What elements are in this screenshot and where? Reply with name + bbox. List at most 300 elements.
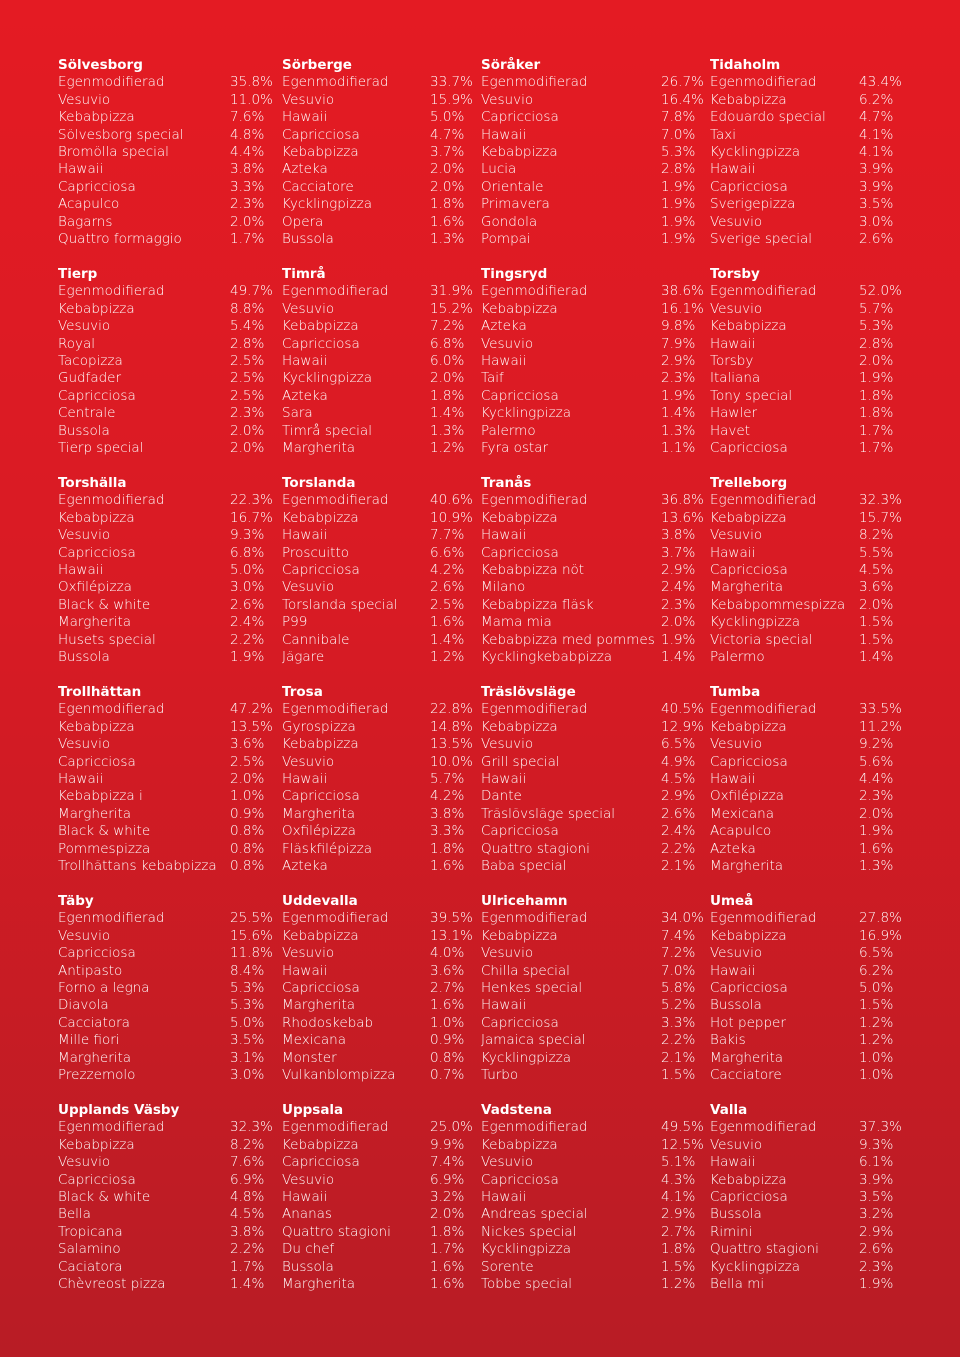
pizza-name: Forno a legna	[58, 979, 150, 996]
pizza-row	[282, 492, 473, 509]
pizza-name: Hawaii	[282, 962, 328, 979]
pizza-row	[481, 387, 696, 405]
pizza-row	[710, 509, 902, 527]
pizza-row	[282, 126, 465, 144]
pizza-row	[58, 805, 265, 823]
pizza-row	[481, 335, 696, 353]
pizza-row	[282, 962, 465, 980]
pizza-percentage: 5.5%	[859, 544, 894, 561]
pizza-row	[58, 1223, 265, 1241]
pizza-row	[710, 213, 894, 231]
pizza-row	[58, 770, 265, 788]
pizza-name: Mama mia	[481, 614, 552, 631]
pizza-percentage: 2.5%	[230, 352, 265, 369]
pizza-row	[58, 370, 265, 387]
pizza-row	[282, 405, 465, 422]
pizza-percentage: 5.0%	[859, 979, 894, 996]
pizza-name: Kebabpizza	[282, 318, 359, 335]
pizza-row	[481, 945, 696, 962]
pizza-row	[58, 387, 265, 405]
pizza-name: Monster	[282, 1049, 337, 1066]
pizza-percentage: 1.6%	[430, 1258, 465, 1275]
pizza-percentage: 1.0%	[430, 1014, 465, 1031]
pizza-row	[58, 1241, 265, 1258]
city-block	[710, 266, 902, 457]
pizza-name: Egenmodifierad	[58, 701, 165, 718]
pizza-row	[710, 439, 894, 457]
pizza-name: Bussola	[710, 997, 762, 1014]
pizza-row	[58, 718, 273, 736]
pizza-name: Baba special	[481, 857, 567, 874]
pizza-row	[282, 631, 465, 649]
pizza-name: Vesuvio	[58, 527, 111, 544]
pizza-percentage: 40.5%	[661, 701, 704, 718]
pizza-name: Träslövsläge special	[481, 805, 615, 822]
pizza-percentage: 2.6%	[859, 1241, 894, 1258]
pizza-percentage: 33.7%	[430, 74, 473, 91]
pizza-percentage: 7.0%	[661, 962, 696, 979]
pizza-name: Prezzemolo	[58, 1066, 136, 1083]
pizza-name: Egenmodifierad	[481, 701, 588, 718]
pizza-percentage: 32.3%	[859, 492, 902, 509]
pizza-percentage: 2.2%	[661, 840, 696, 857]
city-name: Täby	[58, 893, 94, 909]
pizza-row	[481, 648, 696, 666]
pizza-percentage: 15.9%	[430, 91, 473, 108]
pizza-percentage: 1.4%	[661, 405, 696, 422]
pizza-row	[710, 178, 894, 196]
pizza-row	[282, 1136, 465, 1154]
pizza-percentage: 2.6%	[430, 579, 465, 596]
pizza-name: Kebabpizza	[282, 509, 359, 526]
pizza-name: Kebabpommespizza	[710, 596, 846, 613]
pizza-row	[282, 1188, 465, 1206]
pizza-name: Kebabpizza	[282, 1136, 359, 1153]
pizza-row	[710, 1032, 894, 1049]
pizza-percentage: 4.5%	[859, 561, 894, 578]
pizza-percentage: 1.9%	[859, 823, 894, 840]
pizza-name: Capricciosa	[710, 979, 788, 996]
pizza-row	[58, 1066, 265, 1084]
pizza-percentage: 1.9%	[661, 196, 696, 213]
pizza-name: Capricciosa	[282, 788, 360, 805]
pizza-percentage: 15.7%	[859, 509, 902, 526]
city-name: Timrå	[282, 266, 326, 282]
pizza-percentage: 1.5%	[661, 1258, 696, 1275]
pizza-name: Egenmodifierad	[481, 492, 588, 509]
pizza-name: Kebabpizza	[481, 300, 558, 317]
pizza-row	[282, 335, 465, 353]
pizza-name: Bella	[58, 1206, 91, 1223]
pizza-percentage: 1.6%	[430, 997, 465, 1014]
pizza-name: Capricciosa	[58, 178, 136, 195]
pizza-percentage: 2.6%	[230, 596, 265, 613]
pizza-percentage: 2.9%	[859, 1223, 894, 1240]
city-block	[481, 475, 704, 666]
pizza-name: Husets special	[58, 631, 156, 648]
pizza-percentage: 13.6%	[661, 509, 704, 526]
city-name: Trosa	[282, 684, 323, 700]
pizza-row	[710, 1206, 894, 1223]
pizza-row	[58, 74, 273, 91]
pizza-row	[481, 509, 704, 527]
pizza-name: Vesuvio	[282, 753, 335, 770]
pizza-name: Taxi	[710, 126, 737, 143]
pizza-name: Kycklingpizza	[282, 370, 373, 387]
pizza-name: Capricciosa	[710, 561, 788, 578]
pizza-row	[282, 91, 473, 109]
pizza-percentage: 5.2%	[661, 997, 696, 1014]
pizza-name: Bagarns	[58, 213, 113, 230]
pizza-name: Jägare	[282, 648, 325, 665]
pizza-name: Kebabpizza	[58, 109, 135, 126]
pizza-percentage: 5.0%	[430, 109, 465, 126]
pizza-name: Kebabpizza	[481, 718, 558, 735]
pizza-name: Sverigepizza	[710, 196, 796, 213]
pizza-percentage: 2.3%	[230, 196, 265, 213]
pizza-row	[481, 161, 696, 178]
pizza-row	[58, 614, 265, 631]
pizza-row	[710, 561, 894, 579]
pizza-row	[58, 701, 273, 718]
pizza-percentage: 4.4%	[859, 770, 894, 787]
pizza-name: Bussola	[282, 1258, 334, 1275]
pizza-percentage: 4.2%	[430, 788, 465, 805]
pizza-row	[710, 1223, 894, 1241]
pizza-percentage: 1.7%	[859, 439, 894, 456]
pizza-name: Vesuvio	[710, 736, 763, 753]
city-name: Tingsryd	[481, 266, 548, 282]
pizza-row	[282, 318, 465, 335]
city-block	[710, 475, 902, 666]
city-name: Upplands Väsby	[58, 1102, 180, 1118]
pizza-name: Bella mi	[710, 1275, 765, 1292]
pizza-row	[710, 1241, 894, 1258]
pizza-name: Sara	[282, 405, 313, 422]
pizza-percentage: 2.0%	[859, 596, 894, 613]
pizza-percentage: 4.2%	[430, 561, 465, 578]
pizza-row	[481, 318, 696, 335]
pizza-row	[481, 126, 696, 144]
pizza-name: Kebabpizza	[710, 91, 787, 108]
pizza-percentage: 2.4%	[230, 614, 265, 631]
pizza-row	[481, 1223, 696, 1241]
pizza-row	[58, 753, 265, 771]
pizza-row	[710, 962, 894, 980]
pizza-percentage: 16.7%	[230, 509, 273, 526]
city-block	[481, 266, 704, 457]
pizza-percentage: 3.6%	[230, 736, 265, 753]
pizza-percentage: 3.9%	[859, 161, 894, 178]
pizza-name: Egenmodifierad	[710, 701, 817, 718]
pizza-percentage: 22.8%	[430, 701, 473, 718]
pizza-name: Azteka	[282, 857, 328, 874]
city-block	[58, 684, 273, 875]
pizza-percentage: 4.3%	[661, 1171, 696, 1188]
pizza-name: Du chef	[282, 1241, 335, 1258]
pizza-row	[282, 823, 465, 840]
pizza-percentage: 3.2%	[430, 1188, 465, 1205]
city-name: Trollhättan	[58, 684, 142, 700]
pizza-percentage: 0.8%	[230, 823, 265, 840]
pizza-row	[710, 997, 894, 1014]
pizza-name: Capricciosa	[481, 823, 559, 840]
pizza-percentage: 1.0%	[859, 1049, 894, 1066]
pizza-name: Hawaii	[58, 561, 104, 578]
pizza-row	[58, 1154, 265, 1171]
pizza-row	[481, 753, 696, 771]
pizza-name: Margherita	[282, 805, 356, 822]
pizza-percentage: 12.9%	[661, 718, 704, 735]
pizza-percentage: 2.3%	[661, 596, 696, 613]
pizza-name: Kebabpizza	[710, 509, 787, 526]
pizza-row	[481, 997, 696, 1014]
pizza-percentage: 36.8%	[661, 492, 704, 509]
pizza-name: Tacopizza	[58, 352, 123, 369]
pizza-row	[710, 927, 902, 945]
pizza-row	[58, 962, 265, 980]
pizza-row	[710, 352, 894, 370]
pizza-name: Ananas	[282, 1206, 332, 1223]
pizza-percentage: 7.4%	[430, 1154, 465, 1171]
pizza-percentage: 15.2%	[430, 300, 473, 317]
pizza-percentage: 16.1%	[661, 300, 704, 317]
pizza-percentage: 37.3%	[859, 1119, 902, 1136]
city-block	[58, 266, 273, 457]
pizza-name: Margherita	[282, 439, 356, 456]
city-block	[282, 57, 473, 248]
pizza-row	[481, 1188, 696, 1206]
pizza-percentage: 7.2%	[430, 318, 465, 335]
pizza-name: Egenmodifierad	[58, 1119, 165, 1136]
city-block	[282, 893, 473, 1084]
pizza-row	[58, 1188, 265, 1206]
pizza-name: Cacciatora	[58, 1014, 130, 1031]
pizza-name: Proscuitto	[282, 544, 350, 561]
pizza-row	[710, 1275, 894, 1293]
pizza-name: Hawaii	[58, 770, 104, 787]
pizza-row	[282, 614, 465, 631]
pizza-name: Capricciosa	[481, 1171, 559, 1188]
pizza-name: Quattro stagioni	[282, 1223, 391, 1240]
pizza-row	[710, 823, 894, 840]
pizza-percentage: 2.2%	[230, 631, 265, 648]
pizza-percentage: 1.9%	[661, 213, 696, 230]
pizza-name: Cacciatore	[282, 178, 354, 195]
pizza-name: Kebabpizza	[710, 718, 787, 735]
pizza-row	[58, 230, 265, 248]
pizza-name: Acapulco	[58, 196, 120, 213]
pizza-name: Kebabpizza	[282, 143, 359, 160]
pizza-percentage: 27.8%	[859, 910, 902, 927]
pizza-percentage: 1.8%	[661, 1241, 696, 1258]
pizza-name: Oxfilépizza	[710, 788, 784, 805]
pizza-percentage: 7.6%	[230, 109, 265, 126]
pizza-percentage: 2.0%	[430, 178, 465, 195]
pizza-percentage: 1.4%	[859, 648, 894, 665]
pizza-row	[58, 1136, 265, 1154]
pizza-name: Hot pepper	[710, 1014, 786, 1031]
pizza-row	[710, 230, 894, 248]
pizza-percentage: 2.3%	[661, 370, 696, 387]
pizza-row	[710, 788, 894, 805]
pizza-name: Oxfilépizza	[58, 579, 132, 596]
pizza-name: Kebabpizza	[58, 509, 135, 526]
pizza-row	[282, 979, 465, 997]
pizza-percentage: 3.5%	[859, 1188, 894, 1205]
pizza-row	[58, 648, 265, 666]
pizza-row	[58, 945, 273, 962]
pizza-name: Vesuvio	[710, 1136, 763, 1153]
pizza-percentage: 2.0%	[859, 805, 894, 822]
pizza-row	[710, 770, 894, 788]
city-name: Valla	[710, 1102, 748, 1118]
pizza-percentage: 1.2%	[661, 1275, 696, 1292]
pizza-percentage: 9.3%	[230, 527, 265, 544]
pizza-row	[58, 1049, 265, 1067]
pizza-name: Capricciosa	[282, 126, 360, 143]
pizza-row	[58, 1119, 273, 1136]
pizza-percentage: 3.3%	[430, 823, 465, 840]
pizza-percentage: 7.4%	[661, 927, 696, 944]
pizza-name: Capricciosa	[58, 544, 136, 561]
pizza-name: Hawaii	[282, 109, 328, 126]
pizza-percentage: 39.5%	[430, 910, 473, 927]
pizza-row	[58, 300, 265, 318]
pizza-name: Egenmodifierad	[481, 1119, 588, 1136]
pizza-row	[282, 945, 465, 962]
pizza-name: Hawaii	[710, 962, 756, 979]
pizza-percentage: 3.0%	[230, 1066, 265, 1083]
pizza-percentage: 1.6%	[430, 213, 465, 230]
pizza-percentage: 49.5%	[661, 1119, 704, 1136]
pizza-percentage: 2.9%	[661, 1206, 696, 1223]
pizza-name: Egenmodifierad	[58, 74, 165, 91]
pizza-row	[282, 718, 473, 736]
pizza-name: Grill special	[481, 753, 560, 770]
pizza-row	[710, 492, 902, 509]
pizza-row	[58, 283, 273, 300]
pizza-name: Tropicana	[58, 1223, 123, 1240]
pizza-percentage: 4.4%	[230, 143, 265, 160]
pizza-percentage: 1.5%	[859, 614, 894, 631]
pizza-row	[710, 300, 894, 318]
pizza-name: Margherita	[710, 1049, 784, 1066]
pizza-percentage: 1.2%	[430, 439, 465, 456]
pizza-percentage: 33.5%	[859, 701, 902, 718]
pizza-percentage: 1.8%	[859, 387, 894, 404]
city-block	[481, 893, 704, 1084]
pizza-percentage: 3.8%	[661, 527, 696, 544]
pizza-name: Kebabpizza	[282, 927, 359, 944]
pizza-percentage: 1.9%	[661, 178, 696, 195]
pizza-percentage: 5.7%	[859, 300, 894, 317]
pizza-percentage: 5.8%	[661, 979, 696, 996]
pizza-name: Egenmodifierad	[58, 910, 165, 927]
pizza-percentage: 11.2%	[859, 718, 902, 735]
pizza-percentage: 3.3%	[661, 1014, 696, 1031]
pizza-name: Dante	[481, 788, 522, 805]
pizza-name: Vesuvio	[58, 927, 111, 944]
pizza-row	[58, 840, 265, 858]
pizza-name: Rimini	[710, 1223, 753, 1240]
pizza-row	[58, 910, 273, 927]
pizza-percentage: 9.8%	[661, 318, 696, 335]
pizza-name: Vesuvio	[282, 1171, 335, 1188]
pizza-percentage: 6.2%	[859, 91, 894, 108]
pizza-row	[58, 1171, 265, 1189]
city-block	[710, 57, 902, 248]
pizza-percentage: 7.9%	[661, 335, 696, 352]
pizza-row	[58, 422, 265, 440]
pizza-row	[481, 823, 696, 840]
pizza-row	[481, 910, 704, 927]
pizza-percentage: 2.5%	[230, 387, 265, 404]
pizza-row	[58, 857, 265, 875]
pizza-row	[58, 1206, 265, 1223]
pizza-name: Kebabpizza nöt	[481, 561, 585, 578]
pizza-percentage: 11.8%	[230, 945, 273, 962]
pizza-percentage: 1.4%	[230, 1275, 265, 1292]
pizza-row	[58, 527, 265, 544]
pizza-row	[58, 178, 265, 196]
pizza-name: Rhodoskebab	[282, 1014, 374, 1031]
pizza-name: Bussola	[58, 422, 110, 439]
pizza-name: Fyra ostar	[481, 439, 549, 456]
pizza-row	[481, 596, 696, 614]
pizza-name: Bromölla special	[58, 143, 169, 160]
pizza-name: Hawaii	[282, 770, 328, 787]
pizza-name: Vesuvio	[481, 1154, 534, 1171]
pizza-row	[710, 718, 902, 736]
pizza-name: Kebabpizza	[481, 1136, 558, 1153]
pizza-row	[481, 840, 696, 858]
pizza-row	[58, 509, 273, 527]
pizza-name: Quattro formaggio	[58, 230, 182, 247]
pizza-name: Kebabpizza i	[58, 788, 143, 805]
pizza-name: Hawaii	[710, 161, 756, 178]
pizza-name: Salamino	[58, 1241, 121, 1258]
pizza-name: Hawaii	[481, 1188, 527, 1205]
pizza-row	[58, 1275, 265, 1293]
pizza-row	[282, 196, 465, 213]
pizza-name: Vesuvio	[481, 335, 534, 352]
pizza-name: Kebabpizza	[481, 509, 558, 526]
pizza-percentage: 1.6%	[430, 857, 465, 874]
pizza-name: Hawaii	[282, 527, 328, 544]
pizza-row	[58, 196, 265, 213]
pizza-percentage: 4.8%	[230, 126, 265, 143]
city-block	[282, 1102, 473, 1293]
pizza-row	[481, 544, 696, 562]
pizza-percentage: 5.4%	[230, 318, 265, 335]
pizza-name: Margherita	[710, 857, 784, 874]
pizza-row	[58, 318, 265, 335]
pizza-row	[481, 962, 696, 980]
pizza-percentage: 9.2%	[859, 736, 894, 753]
pizza-row	[282, 143, 465, 161]
pizza-percentage: 2.7%	[661, 1223, 696, 1240]
pizza-percentage: 1.8%	[430, 840, 465, 857]
pizza-row	[710, 910, 902, 927]
pizza-percentage: 1.4%	[430, 631, 465, 648]
pizza-percentage: 1.3%	[430, 422, 465, 439]
pizza-row	[710, 579, 894, 596]
pizza-name: Kycklingkebabpizza	[481, 648, 613, 665]
pizza-name: Egenmodifierad	[58, 492, 165, 509]
pizza-percentage: 52.0%	[859, 283, 902, 300]
city-name: Söråker	[481, 57, 541, 73]
